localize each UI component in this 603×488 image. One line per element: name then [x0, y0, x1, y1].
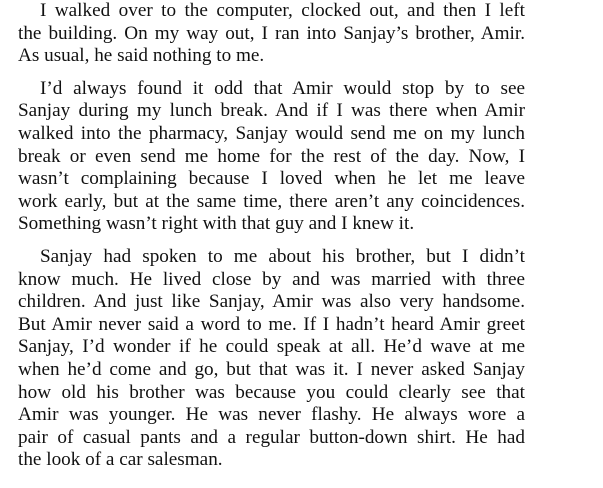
text-line: Sanjay, I’d wonder if he could speak at all. He’d wave at me: [18, 336, 525, 358]
text-line: when he’d come and go, but that was it. I never asked Sanjay: [18, 358, 525, 380]
book-page: [18, 0, 525, 482]
text-line: walked into the pharmacy, Sanjay would send me on my lunch: [18, 122, 525, 144]
text-line: Sanjay had spoken to me about his brother, but I didn’t: [40, 245, 525, 267]
text-line: children. And just like Sanjay, Amir was also very handsome.: [18, 291, 525, 313]
text-line: how old his brother was because you could clearly see that: [18, 381, 525, 403]
text-line: Sanjay during my lunch break. And if I was there when Amir: [18, 100, 525, 122]
text-line: As usual, he said nothing to me.: [18, 45, 265, 67]
text-line: I’d always found it odd that Amir would stop by to see: [40, 77, 525, 99]
text-line: the building. On my way out, I ran into Sanjay’s brother, Amir.: [18, 22, 525, 44]
text-line: work early, but at the same time, there aren’t any coincidences.: [18, 190, 525, 212]
text-line: But Amir never said a word to me. If I hadn’t heard Amir greet: [18, 313, 525, 335]
text-line: break or even send me home for the rest of the day. Now, I: [18, 145, 525, 167]
text-line: pair of casual pants and a regular button-down shirt. He had: [18, 426, 525, 448]
text-line: know much. He lived close by and was married with three: [18, 268, 525, 290]
text-line: the look of a car salesman.: [18, 449, 223, 471]
text-line: Something wasn’t right with that guy and I knew it.: [18, 213, 415, 235]
text-line: Amir was younger. He was never flashy. He always wore a: [18, 404, 525, 426]
paragraph-1: [18, 0, 525, 68]
paragraph-2: [18, 78, 525, 236]
paragraph-3: [18, 246, 525, 472]
text-line: I walked over to the computer, clocked out, and then I left: [40, 0, 525, 21]
text-line: wasn’t complaining because I loved when he let me leave: [18, 168, 525, 190]
